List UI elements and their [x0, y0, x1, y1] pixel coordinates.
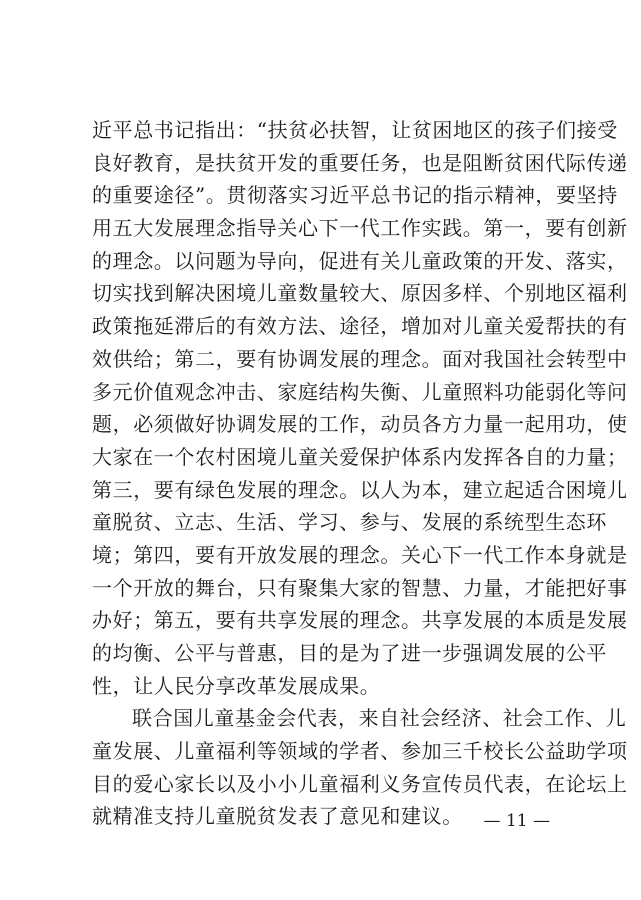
text-line: 题，必须做好协调发展的工作，动员各方力量一起用功，使 [92, 412, 628, 437]
page-number: — 11 — [483, 811, 550, 831]
text-line: 的均衡、公平与普惠，目的是为了进一步强调发展的公平 [92, 641, 607, 665]
text-line: 联合国儿童基金会代表，来自社会经济、社会工作、儿 [132, 706, 627, 731]
text-line: 用五大发展理念指导关心下一代工作实践。第一，要有创新 [92, 216, 628, 241]
text-line: 的重要途径”。贯彻落实习近平总书记的指示精神，要坚持 [92, 183, 618, 208]
text-line: 政策拖延滞后的有效方法、途径，增加对儿童关爱帮扶的有 [92, 314, 628, 339]
text-line: 效供给；第二，要有协调发展的理念。面对我国社会转型中 [92, 346, 628, 371]
text-line: 良好教育，是扶贫开发的重要任务，也是阻断贫困代际传递 [92, 150, 628, 175]
text-line: 切实找到解决困境儿童数量较大、原因多样、个别地区福利 [92, 281, 628, 306]
text-line: 就精准支持儿童脱贫发表了意见和建议。 [92, 804, 463, 829]
text-line: 一个开放的舞台，只有聚集大家的智慧、力量，才能把好事 [92, 575, 628, 600]
text-line: 童发展、儿童福利等领域的学者、参加三千校长公益助学项 [92, 739, 628, 764]
text-line: 多元价值观念冲击、家庭结构失衡、儿童照料功能弱化等问 [92, 379, 628, 404]
text-line: 大家在一个农村困境儿童关爱保护体系内发挥各自的力量； [92, 444, 628, 469]
text-line: 近平总书记指出：“扶贫必扶智，让贫困地区的孩子们接受 [92, 118, 618, 142]
body-text [92, 114, 628, 833]
text-line: 童脱贫、立志、生活、学习、参与、发展的系统型生态环 [92, 510, 607, 535]
text-line: 性，让人民分享改革发展成果。 [92, 673, 381, 698]
paragraph-1 [92, 114, 628, 702]
text-line: 境；第四，要有开放发展的理念。关心下一代工作本身就是 [92, 542, 628, 567]
text-line: 办好；第五，要有共享发展的理念。共享发展的本质是发展 [92, 608, 628, 633]
text-line: 目的爱心家长以及小小儿童福利义务宣传员代表，在论坛上 [92, 771, 628, 796]
text-line: 的理念。以问题为导向，促进有关儿童政策的开发、落实， [92, 248, 628, 273]
text-line: 第三，要有绿色发展的理念。以人为本，建立起适合困境儿 [92, 477, 628, 502]
